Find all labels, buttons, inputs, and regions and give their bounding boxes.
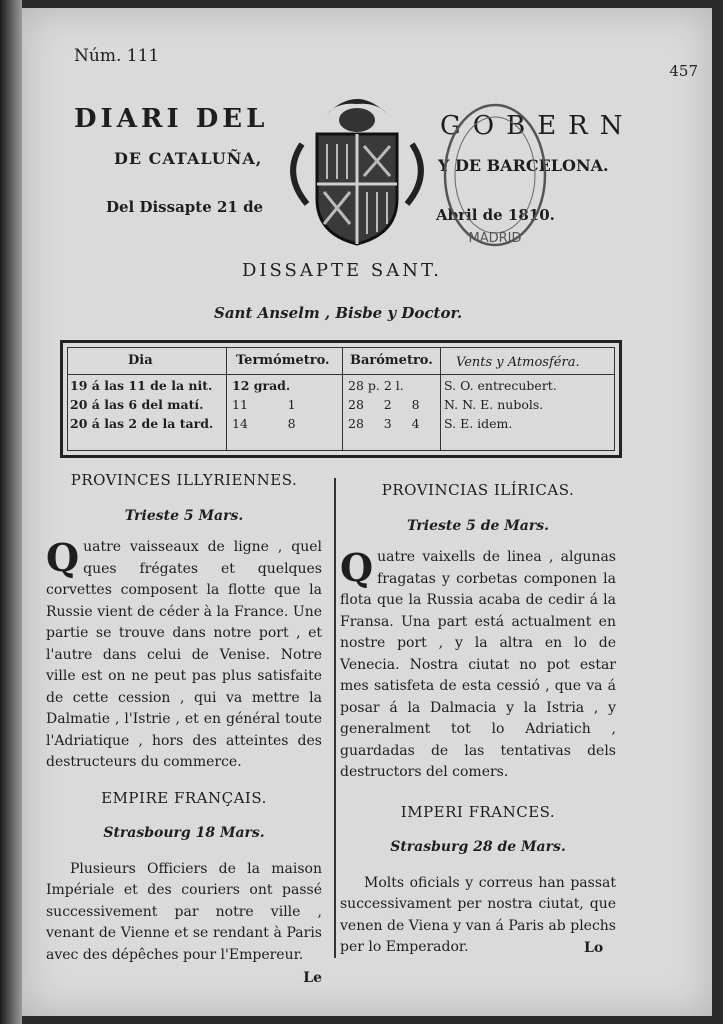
weather-table — [60, 340, 622, 458]
issue-number: Núm. 111 — [74, 46, 160, 66]
weather-row-1-vents: S. O. entrecubert. — [444, 378, 557, 393]
right-heading-imperi: IMPERI FRANCES. — [400, 802, 556, 821]
left-heading-empire: EMPIRE FRANÇAIS. — [101, 788, 267, 807]
weather-header-winds: Vents y Atmosféra. — [456, 355, 580, 370]
right-dropcap: Q — [340, 545, 374, 590]
left-catchword: Le — [303, 970, 322, 986]
left-dateline-strasbourg: Strasbourg 18 Mars. — [103, 825, 265, 841]
left-dateline-trieste: Trieste 5 Mars. — [124, 507, 244, 524]
right-dateline-trieste: Trieste 5 de Mars. — [406, 517, 550, 534]
day-name: DISSAPTE SANT. — [242, 260, 443, 281]
weather-header-thermometer: Termómetro. — [236, 353, 330, 368]
book-gutter — [0, 0, 22, 1024]
newspaper-page — [22, 8, 712, 1016]
left-article-strasbourg: Plusieurs Officiers de la maison Impériale et des couriers ont passé successivement par notre ville , venant de Vienne et se rendant à Paris avec des dépêches pour l'Empereur. — [46, 860, 322, 963]
right-article-trieste: Quatre vaixells de linea , algunas fragatas y corbetas componen la flota que la Russia acaba de cedir á la Fransa. Una part está actualment en nostre port , y la altra en lo de Venecia. Nostra ciutat no pot estar mes satisfeta de esta cessió , que va á posar á la Dalmacia y la Istria , y generalment tot lo Adriatich , guardadas de las tentativas dels destructors del comers. — [340, 545, 616, 780]
weather-row-3-termo: 14 8 — [232, 416, 296, 431]
weather-row-2-vents: N. N. E. nubols. — [444, 397, 544, 412]
masthead-subtitle-left: DE CATALUÑA, — [114, 149, 263, 168]
issue-date-left: Del Dissapte 21 de — [106, 198, 264, 216]
right-article-strasburg: Molts oficials y correus han passat successivament per nostra ciutat, que venen de Viena y van á Paris ab plechs per lo Emperador. — [340, 874, 616, 955]
left-dropcap: Q — [46, 535, 80, 580]
left-article-trieste: Quatre vaisseaux de ligne , quel ques frégates et quelques corvettes composent la flotte que la Russie vient de céder à la France. Une partie se trouve dans notre port , et l'autre dans celui de Venise. Notre ville est on ne peut pas plus satisfaite de cette cession , qui va mettre la Dalmatie , l'Istrie , et en général toute l'Adriatique , hors des atteintes des destructeurs du commerce. — [46, 535, 322, 770]
weather-header-dia: Dia — [128, 353, 153, 368]
saint-of-day: Sant Anselm , Bisbe y Doctor. — [214, 304, 463, 322]
right-heading-provincias: PROVINCIAS ILÍRICAS. — [381, 481, 575, 499]
weather-row-1-baro: 28 p. 2 l. — [348, 378, 404, 393]
coat-of-arms-icon — [282, 84, 432, 249]
weather-row-2-baro: 28 2 8 — [348, 397, 420, 412]
right-column-catalan — [340, 480, 616, 959]
right-catchword: Lo — [584, 940, 604, 956]
masthead-title-right: GOBERN — [440, 111, 635, 141]
right-dateline-strasburg: Strasburg 28 de Mars. — [390, 839, 566, 855]
weather-row-1-dia: 19 á las 11 de la nit. — [70, 378, 213, 393]
masthead-subtitle-right: Y DE BARCELONA. — [438, 156, 609, 175]
weather-row-3-baro: 28 3 4 — [348, 416, 420, 431]
weather-row-3-dia: 20 á las 2 de la tard. — [70, 416, 214, 431]
weather-row-1-termo: 12 grad. — [232, 378, 291, 393]
weather-row-2-termo: 11 1 — [232, 397, 296, 412]
weather-row-2-dia: 20 á las 6 del matí. — [70, 397, 204, 412]
weather-header-barometer: Barómetro. — [350, 353, 433, 368]
left-heading-provinces: PROVINCES ILLYRIENNES. — [70, 471, 298, 489]
page-number: 457 — [669, 62, 698, 80]
weather-row-3-vents: S. E. idem. — [444, 416, 513, 431]
left-column-french — [46, 470, 322, 990]
column-divider — [334, 478, 336, 958]
masthead-title-left: DIARI DEL — [74, 104, 269, 134]
issue-date-right: Abril de 1810. — [436, 206, 555, 224]
library-stamp-icon — [440, 100, 550, 250]
stamp-text-bottom: MADRID — [468, 231, 522, 246]
